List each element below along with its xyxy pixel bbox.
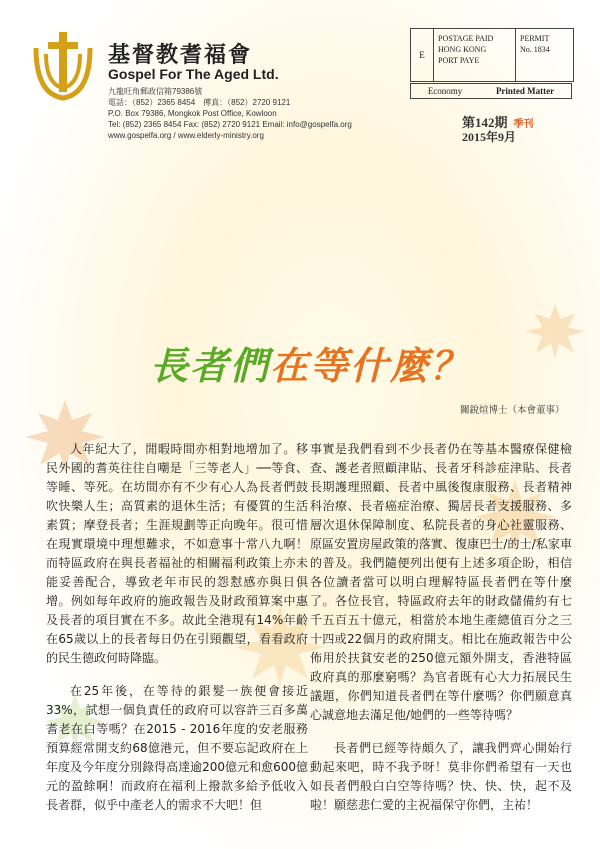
- gospel-for-the-aged-logo-icon: [28, 30, 98, 102]
- permit-label: PERMIT: [520, 34, 550, 43]
- article-paragraph: 長者們已經等待頗久了，讓我們齊心開始行動起來吧，時不我予呀！莫非你們希望有一天也如長者們般白白空等待嗎？快、快、快，起不及啦！願慈悲仁愛的主祝福保守你們，主祐！: [310, 741, 572, 812]
- issue-date: 2015年9月: [462, 130, 517, 144]
- permit-cell: [515, 29, 573, 81]
- org-name-chinese: 基督教耆福會: [108, 43, 253, 68]
- article-author: 關銳煊博士（本會董事）: [460, 405, 565, 416]
- economy-label: Economy: [427, 86, 463, 96]
- printed-matter-label: Printed Matter: [495, 86, 555, 96]
- headline-part2: 在等什麼？: [270, 344, 471, 388]
- postage-line: POSTAGE PAID: [438, 34, 494, 43]
- article-paragraph: 在25年後，在等待的銀髮一族便會接近33%，試想一個負責任的政府可以容許三百多萬耆老在白等嗎？在2015 - 2016年度的安老服務預算經常開支約68億港元，但不要忘記政府在上年度及今年度分別錄得高達逾200億元和愈600億元的盈餘啊！而政府在福利上撥款多給予低收入長者群，似乎中產老人的需求不大吧！但: [46, 684, 308, 812]
- postage-paid-text: [434, 33, 518, 66]
- postage-code: E: [411, 29, 434, 81]
- headline-part1: 長者們: [149, 344, 270, 388]
- address-line: Tel: (852) 2365 8454 Fax: (852) 2720 9121 Email: info@gospelfa.org: [108, 120, 352, 129]
- org-name-english: Gospel For The Aged Ltd.: [108, 66, 279, 82]
- article-paragraph: 事實是我們看到不少長者仍在等基本醫療保健檢查、護老者照顧津貼、長者牙科診症津貼、長者長期護理照顧、長者中風後復康服務、長者精神科治療、長者癌症治療、獨居長者支援服務、多層次退休保障制度、私院長者的身心社靈服務、原區安置房屋政策的落實、復康巴士/的士/私家車的普及。我們隨便列出便有上述多項企盼，相信各位讀者當可以明白理解特區長者們在等什麼了。各位長官，特區政府去年的財政儲備約有七千五百五十億元，相當於本地生產總值百分之三十四或22個月的政府開支。相比在施政報告中公佈用於扶貧安老的250億元額外開支，香港特區政府真的那麼窮嗎？為官者既有心大力拓展民生議題，你們知道長者們在等什麼嗎？你們願意真心誠意地去滿足他/她們的一些等待嗎？: [310, 442, 572, 722]
- article-paragraph: 人年紀大了，閒暇時間亦相對地增加了。移民外國的耆英往往自嘲是「三等老人」──等食、等睡、等死。在坊間亦有不少有心人為長者們鼓吹快樂人生；高質素的退休生活；有優質的生活素質；摩登長者；生涯規劃等正向晚年。很可惜在現實環境中理想難求，不如意事十常八九啊！而特區政府在與長者福祉的相關福利政策上亦未能妥善配合，導致老年市民的怨懟感亦與日俱增。例如每年政府的施政報告及財政預算案中惠及長者的項目實在不多。故此全港現有14%年齡在65歲以上的長者每日仍在引頸觀望，看看政府的民生德政何時降臨。: [46, 442, 308, 665]
- issue-type: 季刊: [513, 119, 534, 130]
- economy-printed-matter-box: [410, 83, 572, 99]
- website-line: www.gospelfa.org / www.elderly-ministry.org: [108, 131, 264, 140]
- address-line: 電話：（852）2365 8454 傳真：（852）2720 9121: [108, 98, 291, 107]
- article-column-left: [46, 440, 308, 829]
- maple-leaf-decoration: [520, 300, 590, 360]
- address-line: P.O. Box 79386, Mongkok Post Office, Kowloon: [108, 109, 277, 118]
- issue-number-text: 第142期: [462, 115, 508, 130]
- article-column-right: [310, 440, 572, 829]
- permit-number: No. 1834: [520, 45, 550, 54]
- postage-paid-box: [410, 28, 574, 82]
- org-address-block: [108, 86, 352, 141]
- article-headline: [100, 335, 520, 390]
- address-line: 九龍旺角郵政信箱79386號: [108, 87, 203, 96]
- postage-line: PORT PAYE: [438, 56, 480, 65]
- postage-line: HONG KONG: [438, 45, 487, 54]
